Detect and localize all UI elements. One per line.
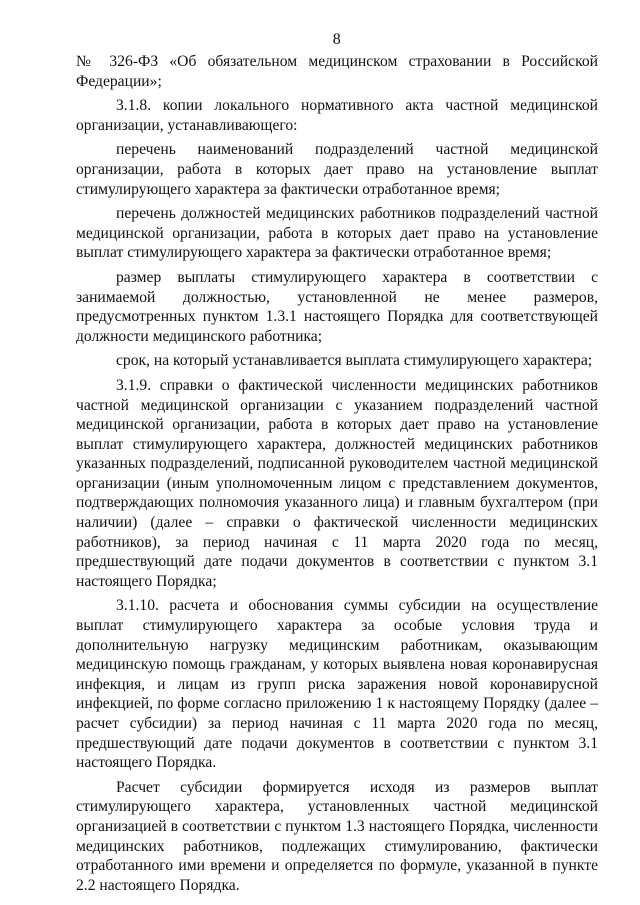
paragraph-departments-list: перечень наименований подразделений частной медицинской организации, работа в которых дает право на установление выплат стимулирующего характера за фактически отработанное время; [76,141,598,198]
paragraph-positions-list: перечень должностей медицинских работников подразделений частной медицинской организации, работа в которых дает право на установление выплат стимулирующего характера за фактически отработанное время; [76,205,598,262]
paragraph-subsidy-calculation: Расчет субсидии формируется исходя из размеров выплат стимулирующего характера, установленных частной медицинской организацией в соответствии с пунктом 1.3 настоящего Порядка, численности медицинских работников, подлежащих стимулированию, фактически отработанного ими времени и определяется по формуле, указанной в пункте 2.2 настоящего Порядка. [76,778,598,894]
paragraph-law-reference: № 326-ФЗ «Об обязательном медицинском страховании в Российской Федерации»; [76,53,598,90]
document-page [76,30,598,900]
paragraph-payment-amount: размер выплаты стимулирующего характера в соответствии с занимаемой должностью, установленной не менее размеров, предусмотренных пунктом 1.3.1 настоящего Порядка для соответствующей должности медицинского работника; [76,268,598,345]
paragraph-3-1-9: 3.1.9. справки о фактической численности медицинских работников частной медицинской организации с указанием подразделений частной медицинской организации, работа в которых дает право на установление выплат стимулирующего характера, должностей медицинских работников указанных подразделений, подписанной руководителем частной медицинской организации (иным уполномоченным лицом с представлением документов, подтверждающих полномочия указанного лица) и главным бухгалтером (при наличии) (далее – справки о фактической численности медицинских работников), за период начиная с 11 марта 2020 года по месяц, предшествующий дате подачи документов в соответствии с пунктом 3.1 настоящего Порядка; [76,376,598,590]
page-number: 8 [332,31,342,48]
paragraph-3-1-10: 3.1.10. расчета и обоснования суммы субсидии на осуществление выплат стимулирующего характера за особые условия труда и дополнительную нагрузку медицинским работникам, оказывающим медицинскую помощь гражданам, у которых выявлена новая коронавирусная инфекция, и лицам из групп риска заражения новой коронавирусной инфекцией, по форме согласно приложению 1 к настоящему Порядку (далее – расчет субсидии) за период начиная с 11 марта 2020 года по месяц, предшествующий дате подачи документов в соответствии с пунктом 3.1 настоящего Порядка. [76,597,598,772]
paragraph-3-1-8: 3.1.8. копии локального нормативного акта частной медицинской организации, устанавливающего: [76,97,598,134]
paragraph-payment-term: срок, на который устанавливается выплата стимулирующего характера; [116,352,593,370]
